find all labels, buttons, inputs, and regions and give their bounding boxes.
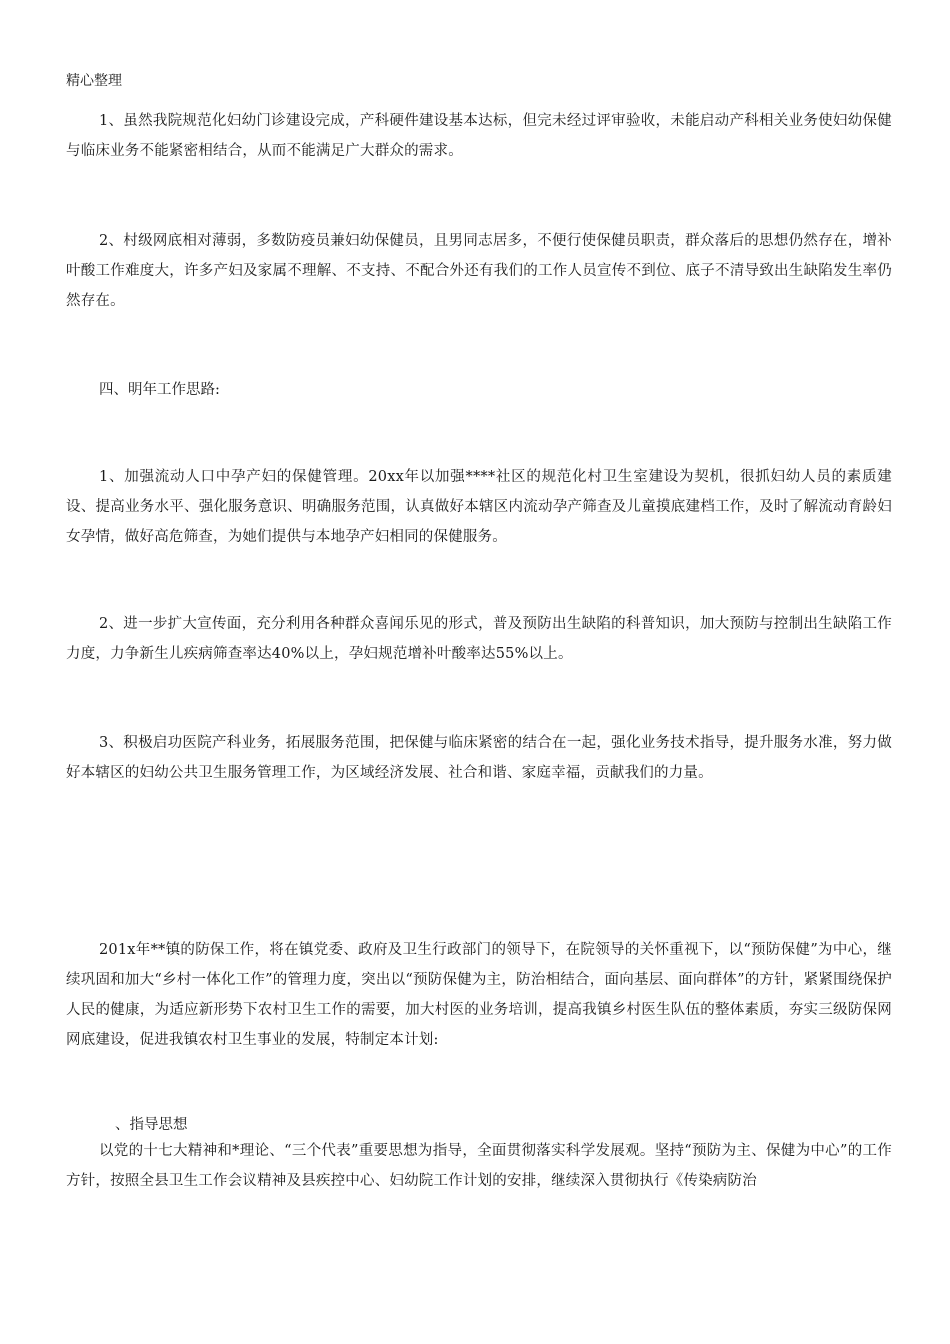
paragraph-plan-3: 3、积极启功医院产科业务，拓展服务范围，把保健与临床紧密的结合在一起，强化业务技术指导，提升服务水准，努力做好本辖区的妇幼公共卫生服务管理工作，为区域经济发展、社合和谐、家庭幸福，贡献我们的力量。 [66,735,892,781]
header-tag: 精心整理 [66,73,122,89]
section-heading-next-year: 四、明年工作思路: [99,382,220,398]
paragraph-plan-1: 1、加强流动人口中孕产妇的保健管理。20xx年以加强****社区的规范化村卫生室建设为契机，很抓妇幼人员的素质建设、提高业务水平、强化服务意识、明确服务范围，认真做好本辖区内流动孕产筛查及儿童摸底建档工作，及时了解流动育龄妇女孕情，做好高危筛查，为她们提供与本地孕产妇相同的保健服务。 [66,469,892,545]
paragraph-problem-1: 1、虽然我院规范化妇幼门诊建设完成，产科硬件建设基本达标，但完未经过评审验收，未能启动产科相关业务使妇幼保健与临床业务不能紧密相结合，从而不能满足广大群众的需求。 [66,113,892,159]
paragraph-problem-2: 2、村级网底相对薄弱，多数防疫员兼妇幼保健员，且男同志居多，不便行使保健员职责，群众落后的思想仍然存在，增补叶酸工作难度大，许多产妇及家属不理解、不支持、不配合外还有我们的工作人员宣传不到位、底子不清导致出生缺陷发生率仍然存在。 [66,233,892,309]
paragraph-intro-201x: 201x年**镇的防保工作，将在镇党委、政府及卫生行政部门的领导下，在院领导的关怀重视下，以“预防保健”为中心，继续巩固和加大“乡村一体化工作”的管理力度，突出以“预防保健为主，防治相结合，面向基层、面向群体”的方针，紧紧围绕保护人民的健康，为适应新形势下农村卫生工作的需要，加大村医的业务培训，提高我镇乡村医生队伍的整体素质，夯实三级防保网网底建设，促进我镇农村卫生事业的发展，特制定本计划: [66,942,892,1048]
section-heading-guiding-thought: 、指导思想 [115,1117,188,1133]
paragraph-plan-2: 2、进一步扩大宣传面，充分利用各种群众喜闻乐见的形式，普及预防出生缺陷的科普知识，加大预防与控制出生缺陷工作力度，力争新生儿疾病筛查率达40%以上，孕妇规范增补叶酸率达55%以上。 [66,616,892,662]
paragraph-guiding-thought: 以党的十七大精神和*理论、“三个代表”重要思想为指导，全面贯彻落实科学发展观。坚持“预防为主、保健为中心”的工作方针，按照全县卫生工作会议精神及县疾控中心、妇幼院工作计划的安排，继续深入贯彻执行《传染病防治 [66,1143,892,1189]
